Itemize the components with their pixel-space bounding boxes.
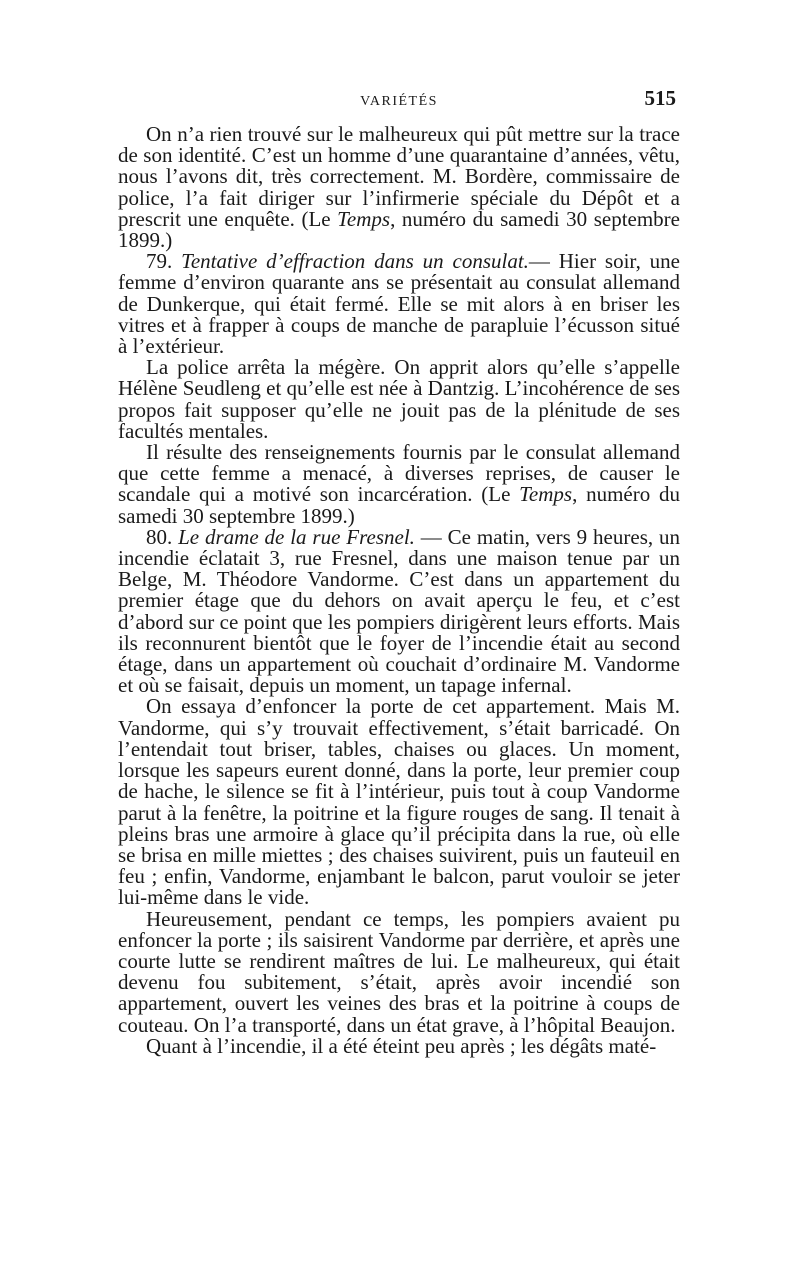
paragraph	[118, 696, 680, 908]
text-segment: 79.	[146, 249, 182, 274]
paragraph	[118, 357, 680, 442]
page-header	[118, 86, 680, 116]
paragraph	[118, 124, 680, 251]
italic-text: Temps	[519, 482, 573, 507]
text-segment: Heureusement, pendant ce temps, les pompiers avaient pu enfoncer la porte ; ils saisirent Vandorme par derrière, et après une courte lutte se rendirent maîtres de lui. Le malheureux, qui était devenu fou subitement, s’était, après avoir incendié son appartement, ouvert les veines des bras et la poitrine à coups de couteau. On l’a transporté, dans un état grave, à l’hôpital Beaujon.	[118, 906, 680, 1037]
text-segment: , numéro du samedi 30 septembre 1899.)	[118, 482, 680, 528]
paragraph	[118, 906, 680, 1037]
text-segment: Il résulte des renseignements fournis par le consulat allemand que cette femme a menacé, à diverses reprises, de causer le scandale qui a motivé son incarcération. (Le	[118, 440, 680, 507]
book-page	[118, 0, 680, 1270]
page-number: 515	[644, 86, 676, 110]
italic-text: Le drame de la rue Fresnel.	[178, 524, 415, 549]
text-segment: On essaya d’enfoncer la porte de cet appartement. Mais M. Vandorme, qui s’y trouvait effectivement, s’était barricadé. On l’entendait tout briser, tables, chaises ou glaces. Un moment, lorsque les sapeurs eurent donné, dans la porte, leur premier coup de hache, le silence se fit à l’intérieur, puis tout à coup Vandorme parut à la fenêtre, la poitrine et la figure rouges de sang. Il tenait à pleins bras une armoire à glace qu’il précipita dans la rue, où elle se brisa en mille miettes ; des chaises suivirent, puis un fauteuil en feu ; enfin, Vandorme, enjambant le balcon, parut vouloir se jeter lui-même dans le vide.	[118, 694, 680, 910]
text-segment: , numéro du samedi 30 septembre 1899.)	[118, 206, 680, 253]
text-segment: 80.	[146, 524, 179, 549]
paragraph	[118, 442, 680, 527]
italic-text: Temps	[337, 206, 391, 231]
text-segment: La police arrêta la mégère. On apprit alors qu’elle s’appelle Hélène Seudleng et qu’elle est née à Dantzig. L’incohérence de ses propos fait supposer qu’elle ne jouit pas de la plénitude de ses facultés mentales.	[118, 355, 680, 443]
text-segment: Quant à l’incendie, il a été éteint peu après ; les dégâts maté-	[146, 1033, 657, 1058]
text-segment: — Ce matin, vers 9 heures, un incendie éclatait 3, rue Fresnel, dans une maison tenue par un Belge, M. Théodore Vandorme. C’est dans un appartement du premier étage que du dehors on avait aperçu le feu, et c’est d’abord sur ce point que les pompiers dirigèrent leurs efforts. Mais ils reconnurent bientôt que le foyer de l’incendie était au second étage, dans un appartement où couchait d’ordinaire M. Vandorme et où se faisait, depuis un moment, un tapage infernal.	[118, 524, 680, 698]
running-head: VARIÉTÉS	[360, 94, 438, 109]
body-text	[118, 124, 680, 1057]
text-segment: On n’a rien trouvé sur le malheureux qui pût mettre sur la trace de son identité. C’est un homme d’une quarantaine d’années, vêtu, nous l’avons dit, très correctement. M. Bordère, commissaire de police, l’a fait diriger sur l’infirmerie spéciale du Dépôt et a prescrit une enquête. (Le	[118, 122, 680, 231]
text-segment: — Hier soir, une femme d’environ quarante ans se présentait au consulat allemand de Dunkerque, qui était fermé. Elle se mit alors à en briser les vitres et à frapper à coups de manche de parapluie l’écusson situé à l’extérieur.	[118, 249, 680, 359]
paragraph	[118, 251, 680, 357]
paragraph	[118, 524, 680, 698]
italic-text: Tentative d’effraction dans un consulat.	[181, 249, 529, 274]
paragraph	[118, 1033, 680, 1058]
